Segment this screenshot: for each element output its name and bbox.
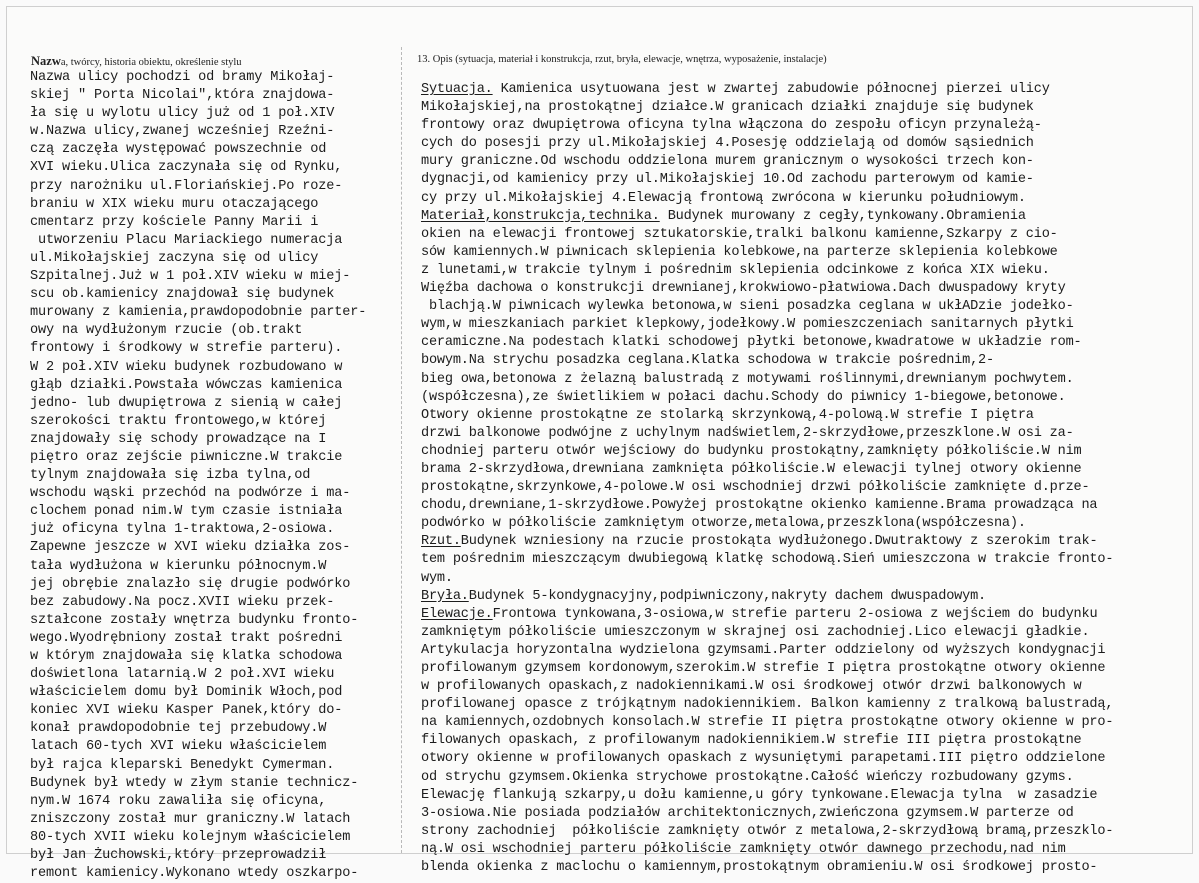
section-text: filowanych opaskach, z profilowanym nadokiennikiem.W strefie III piętra prostokątne [421, 733, 1082, 749]
text-line: w.Nazwa ulicy,zwanej wcześniej Rzeźni- [30, 124, 335, 140]
section-text: chodniej parteru otwór wejściowy do budynku prostokątny,zamknięty półkoliście.W nim [421, 443, 1082, 459]
section-text: okien na elewacji frontowej sztukatorskie,tralki balkonu kamienne,Szkarpy z cio- [421, 226, 1058, 242]
text-line: Zapewne jeszcze w XVI wieku działka zos- [30, 540, 351, 556]
section-text: profilowanej opasce z trójkątnym nadokiennikiem. Balkon kamienny z tralkową balustradą, [421, 697, 1114, 713]
text-line [421, 769, 1191, 787]
text-line: zniszczony został mur graniczny.W latach [30, 811, 351, 827]
section-text: podwórko w półkoliście zamkniętym otworze,metalowa,przeszklona(współczesna). [421, 516, 1026, 532]
section-text: ceramiczne.Na podestach klatki schodowej płytki betonowe,kwadratowe w układzie rom- [421, 335, 1082, 351]
text-line: latach 60-tych XVI wieku właścicielem [30, 739, 327, 755]
text-line: bez zabudowy.Na pocz.XVII wieku przek- [30, 594, 335, 610]
text-line [421, 515, 1191, 533]
text-line [421, 334, 1191, 352]
section-text: bieg owa,betonowa z żelazną balustradą z motywami roślinnymi,drewnianym pochwytem. [421, 371, 1074, 387]
section-text: w profilowanych opaskach,z nadokiennikami.W osi środkowej otwór drzwi balkonowych w [421, 679, 1082, 695]
section-text: mury graniczne.Od wschodu oddzielona murem granicznym o wysokości trzech kon- [421, 154, 1034, 170]
text-line [421, 642, 1191, 660]
text-line: jej obrębie znalazło się drugie podwórko [30, 576, 351, 592]
text-line: braniu w XIX wieku muru otaczającego [30, 196, 319, 212]
text-line: utworzeniu Placu Mariackiego numeracja [30, 232, 343, 248]
section-text: otwory okienne w profilowanych opaskach z wysuniętymi parapetami.III piętro oddzielone [421, 751, 1106, 767]
section-text: blenda okienka z maclochu o kamiennym,prostokątnym obramieniu.W osi środkowej prosto- [421, 860, 1098, 876]
history-text-column [30, 69, 402, 883]
section-text: Budynek wzniesiony na rzucie prostokąta wydłużonego.Dwutraktowy z szerokim trak- [460, 534, 1098, 550]
description-text-column [421, 81, 1191, 877]
text-line: 80-tych XVII wieku kolejnym właścicielem [30, 829, 351, 845]
text-line: koniec XVI wieku Kasper Panek,który do- [30, 703, 343, 719]
text-line [421, 244, 1191, 262]
section-text: cych do posesji przy ul.Mikołajskiej 4.Posesję oddzielają od domów sąsiednich [421, 136, 1034, 152]
text-line [421, 588, 1191, 606]
text-line: był rajca kleparski Benedykt Cymerman. [30, 757, 335, 773]
text-line: ul.Mikołajskiej zaczyna się od ulicy [30, 250, 319, 266]
text-line: w którym znajdowała się klatka schodowa [30, 649, 343, 664]
text-line [421, 262, 1191, 280]
section-text: wym. [421, 570, 453, 586]
section-text: Mikołajskiej,na prostokątnej działce.W granicach działki znajduje się budynek [421, 100, 1034, 116]
text-line: Budynek był wtedy w złym stanie technicz- [30, 775, 359, 791]
section-text: wym,w mieszkaniach parkiet klepkowy,jodełkowy.W pomieszczeniach sanitarnych płytki [421, 317, 1074, 333]
text-line [421, 443, 1191, 461]
section-text: chodu,drewniane,1-skrzydłowe.Powyżej prostokątne okienko kamienne.Brama prowadząca na [421, 498, 1098, 514]
text-line: murowany z kamienia,prawdopodobnie parter- [30, 305, 367, 321]
text-line: głąb działki.Powstała wówczas kamienica [30, 377, 343, 393]
text-line: przy narożniku ul.Floriańskiej.Po roze- [30, 178, 343, 194]
section-text: od strychu gzymsem.Okienka strychowe prostokątne.Całość wieńczy rozbudowany gzyms. [421, 769, 1074, 785]
section-text: Artykulacja horyzontalna wydzielona gzymsami.Parter oddzielony od wyższych kondygnacji [421, 642, 1106, 658]
text-line: frontowy i środkowy w strefie parteru). [30, 341, 343, 357]
section-text: Otwory okienne prostokątne ze stolarką skrzynkową,4-polową.W strefie I piętra [421, 407, 1034, 423]
section-text: zamkniętym półkoliście umieszczonym w skrajnej osi zachodniej.Lico elewacji gładkie. [421, 624, 1090, 640]
section-text: Elewację flankują szkarpy,u dołu kamienne,u góry tynkowane.Elewacja tylna w zasadzie [421, 787, 1098, 803]
text-line: scu ob.kamienicy znajdował się budynek [30, 287, 335, 303]
section-text: tem pośrednim mieszczącym dwubiegową klatkę schodową.Sień umieszczona w trakcie fronto- [421, 552, 1114, 568]
section-text: frontowy oraz dwupiętrowa oficyna tylna włączona do zespołu oficyn przynależą- [421, 118, 1042, 134]
text-line [421, 316, 1191, 334]
text-line [421, 606, 1191, 624]
section-heading: Bryła. [421, 588, 469, 604]
section-text: profilowanym gzymsem kordonowym,szerokim.W strefie I piętra prostokątne otwory okienne [421, 661, 1106, 676]
text-line: Szpitalnej.Już w 1 poł.XIV wieku w miej- [30, 269, 351, 285]
section-text: cy przy ul.Mikołajskiej 4.Elewacją frontową zwrócona w kierunku południowym. [421, 190, 1026, 206]
text-line: remont kamienicy.Wykonano wtedy oszkarpo- [30, 866, 359, 882]
text-line [421, 407, 1191, 425]
text-line: konał prawdopodobnie tej przebudowy.W [30, 721, 327, 737]
text-line [421, 841, 1191, 859]
text-line [421, 497, 1191, 515]
text-line [421, 479, 1191, 497]
heading-rest: a, twórcy, historia obiektu, określenie stylu [60, 57, 242, 68]
text-line [421, 732, 1191, 750]
text-line [421, 352, 1191, 370]
right-column-heading: 13. Opis (sytuacja, materiał i konstrukcja, rzut, bryła, elewacje, wnętrza, wyposażenie, instalacje) [417, 54, 827, 65]
section-text: bowym.Na strychu posadzka ceglana.Klatka schodowa w trakcie pośrednim,2- [421, 353, 994, 369]
text-line [421, 787, 1191, 805]
text-line: tylnym znajdowała się izba tylna,od [30, 468, 311, 484]
section-heading: Materiał,konstrukcja,technika. [421, 208, 660, 224]
text-line: właścicielem domu był Dominik Włoch,pod [30, 685, 343, 701]
section-text: strony zachodniej półkoliście zamknięty otwór z metalowa,2-skrzydłową bramą,przeszklo- [421, 823, 1114, 839]
text-line: clochem ponad nim.W tym czasie istniała [30, 504, 343, 520]
text-line [421, 624, 1191, 642]
section-text: dygnacji,od kamienicy przy ul.Mikołajskiej 10.Od zachodu parterowym od kamie- [421, 172, 1034, 188]
text-line [421, 551, 1191, 569]
document-sheet [6, 6, 1193, 882]
text-line: ształcone zostały wnętrza budynku fronto- [30, 612, 359, 628]
text-line [421, 298, 1191, 316]
text-line: jedno- lub dwupiętrowa z sienią w całej [30, 395, 343, 411]
text-line [421, 280, 1191, 298]
text-line [421, 117, 1191, 135]
section-text: brama 2-skrzydłowa,drewniana zamknięta półkoliście.W elewacji tylnej otwory okienne [421, 461, 1082, 477]
section-text: sów kamiennych.W piwnicach sklepienia kolebkowe,na parterze sklepienia kolebkowe [421, 244, 1058, 260]
text-line: już oficyna tylna 1-traktowa,2-osiowa. [30, 522, 335, 538]
text-line: szerokości traktu frontowego,w której [30, 413, 327, 429]
text-line: czą zaczęła występować powszechnie od [30, 142, 327, 158]
section-text: prostokątne,skrzynkowe,4-polowe.W osi wschodniej drzwi półkoliście zamknięte d.prze- [421, 480, 1090, 496]
text-line: cmentarz przy kościele Panny Marii i [30, 214, 319, 230]
section-text: drzwi balkonowe podwójne z uchylnym nadświetlem,2-skrzydłowe,przeszklone.W osi za- [421, 425, 1074, 441]
section-text: z lunetami,w trakcie tylnym i pośrednim sklepienia odcinkowe z końca XIX wieku. [421, 262, 1050, 278]
text-line [421, 208, 1191, 226]
text-line: nym.W 1674 roku zawaliła się oficyna, [30, 793, 327, 809]
section-heading: Rzut. [421, 534, 461, 550]
text-line [421, 171, 1191, 189]
text-line [421, 190, 1191, 208]
text-line: piętro oraz zejście piwniczne.W trakcie [30, 449, 343, 465]
text-line [421, 226, 1191, 244]
heading-lead: Nazw [31, 54, 61, 68]
left-column-heading [31, 54, 242, 69]
text-line [421, 425, 1191, 443]
text-line [421, 81, 1191, 99]
section-text: Budynek murowany z cegły,tynkowany.Obramienia [659, 208, 1026, 224]
text-line [421, 570, 1191, 588]
section-text: Kamienica usytuowana jest w zwartej zabudowie północnej pierzei ulicy [492, 82, 1050, 97]
text-line: skiej " Porta Nicolai",która znajdowa- [30, 88, 335, 104]
text-line [421, 371, 1191, 389]
text-line: doświetlona latarnią.W 2 poł.XVI wieku [30, 667, 335, 683]
text-line: owy na wydłużonym rzucie (ob.trakt [30, 323, 303, 339]
text-line: wschodu wąski przechód na podwórze i ma- [30, 486, 351, 502]
text-line [421, 533, 1191, 551]
text-line [421, 823, 1191, 841]
section-text: Budynek 5-kondygnacyjny,podpiwniczony,nakryty dachem dwuspadowym. [468, 588, 986, 604]
text-line: Nazwa ulicy pochodzi od bramy Mikołaj- [30, 70, 335, 85]
text-line [421, 805, 1191, 823]
text-line [421, 859, 1191, 877]
text-line: tała wydłużona w kierunku północnym.W [30, 558, 327, 574]
text-line [421, 153, 1191, 171]
text-line [421, 750, 1191, 768]
text-line: był Jan Żuchowski,który przeprowadził [30, 848, 327, 864]
text-line: wego.Wyodrębniony został trakt pośredni [30, 630, 343, 646]
text-line [421, 99, 1191, 117]
text-line [421, 135, 1191, 153]
section-text: na kamiennych,ozdobnych konsolach.W strefie II piętra prostokątne otwory okienne w pro- [421, 715, 1114, 731]
text-line: XVI wieku.Ulica zaczynała się od Rynku, [30, 160, 343, 176]
section-text: Frontowa tynkowana,3-osiowa,w strefie parteru 2-osiowa z wejściem do budynku [492, 606, 1098, 622]
section-text: blachją.W piwnicach wylewka betonowa,w sieni posadzka ceglana w ukłADzie jodełko- [421, 299, 1074, 315]
section-heading: Sytuacja. [421, 82, 493, 97]
text-line: znajdowały się schody prowadzące na I [30, 431, 327, 447]
text-line [421, 696, 1191, 714]
text-line: W 2 poł.XIV wieku budynek rozbudowano w [30, 359, 343, 375]
section-text: Więźba dachowa o konstrukcji drewnianej,krokwiowo-płatwiowa.Dach dwuspadowy kryty [421, 281, 1066, 297]
text-line [421, 461, 1191, 479]
section-text: ną.W osi wschodniej parteru półkoliście zamknięty otwór dawnego przechodu,nad nim [421, 841, 1066, 857]
text-line [421, 389, 1191, 407]
section-text: 3-osiowa.Nie posiada podziałów architektonicznych,zwieńczona gzymsem.W parterze od [421, 805, 1074, 821]
text-line [421, 678, 1191, 696]
text-line [421, 714, 1191, 732]
text-line: ła się u wylotu ulicy już od 1 poł.XIV [30, 106, 335, 122]
section-heading: Elewacje. [421, 606, 493, 622]
section-text: (współczesna),ze świetlikiem w połaci dachu.Schody do piwnicy 1-biegowe,betonowe. [421, 389, 1066, 405]
text-line [421, 660, 1191, 678]
